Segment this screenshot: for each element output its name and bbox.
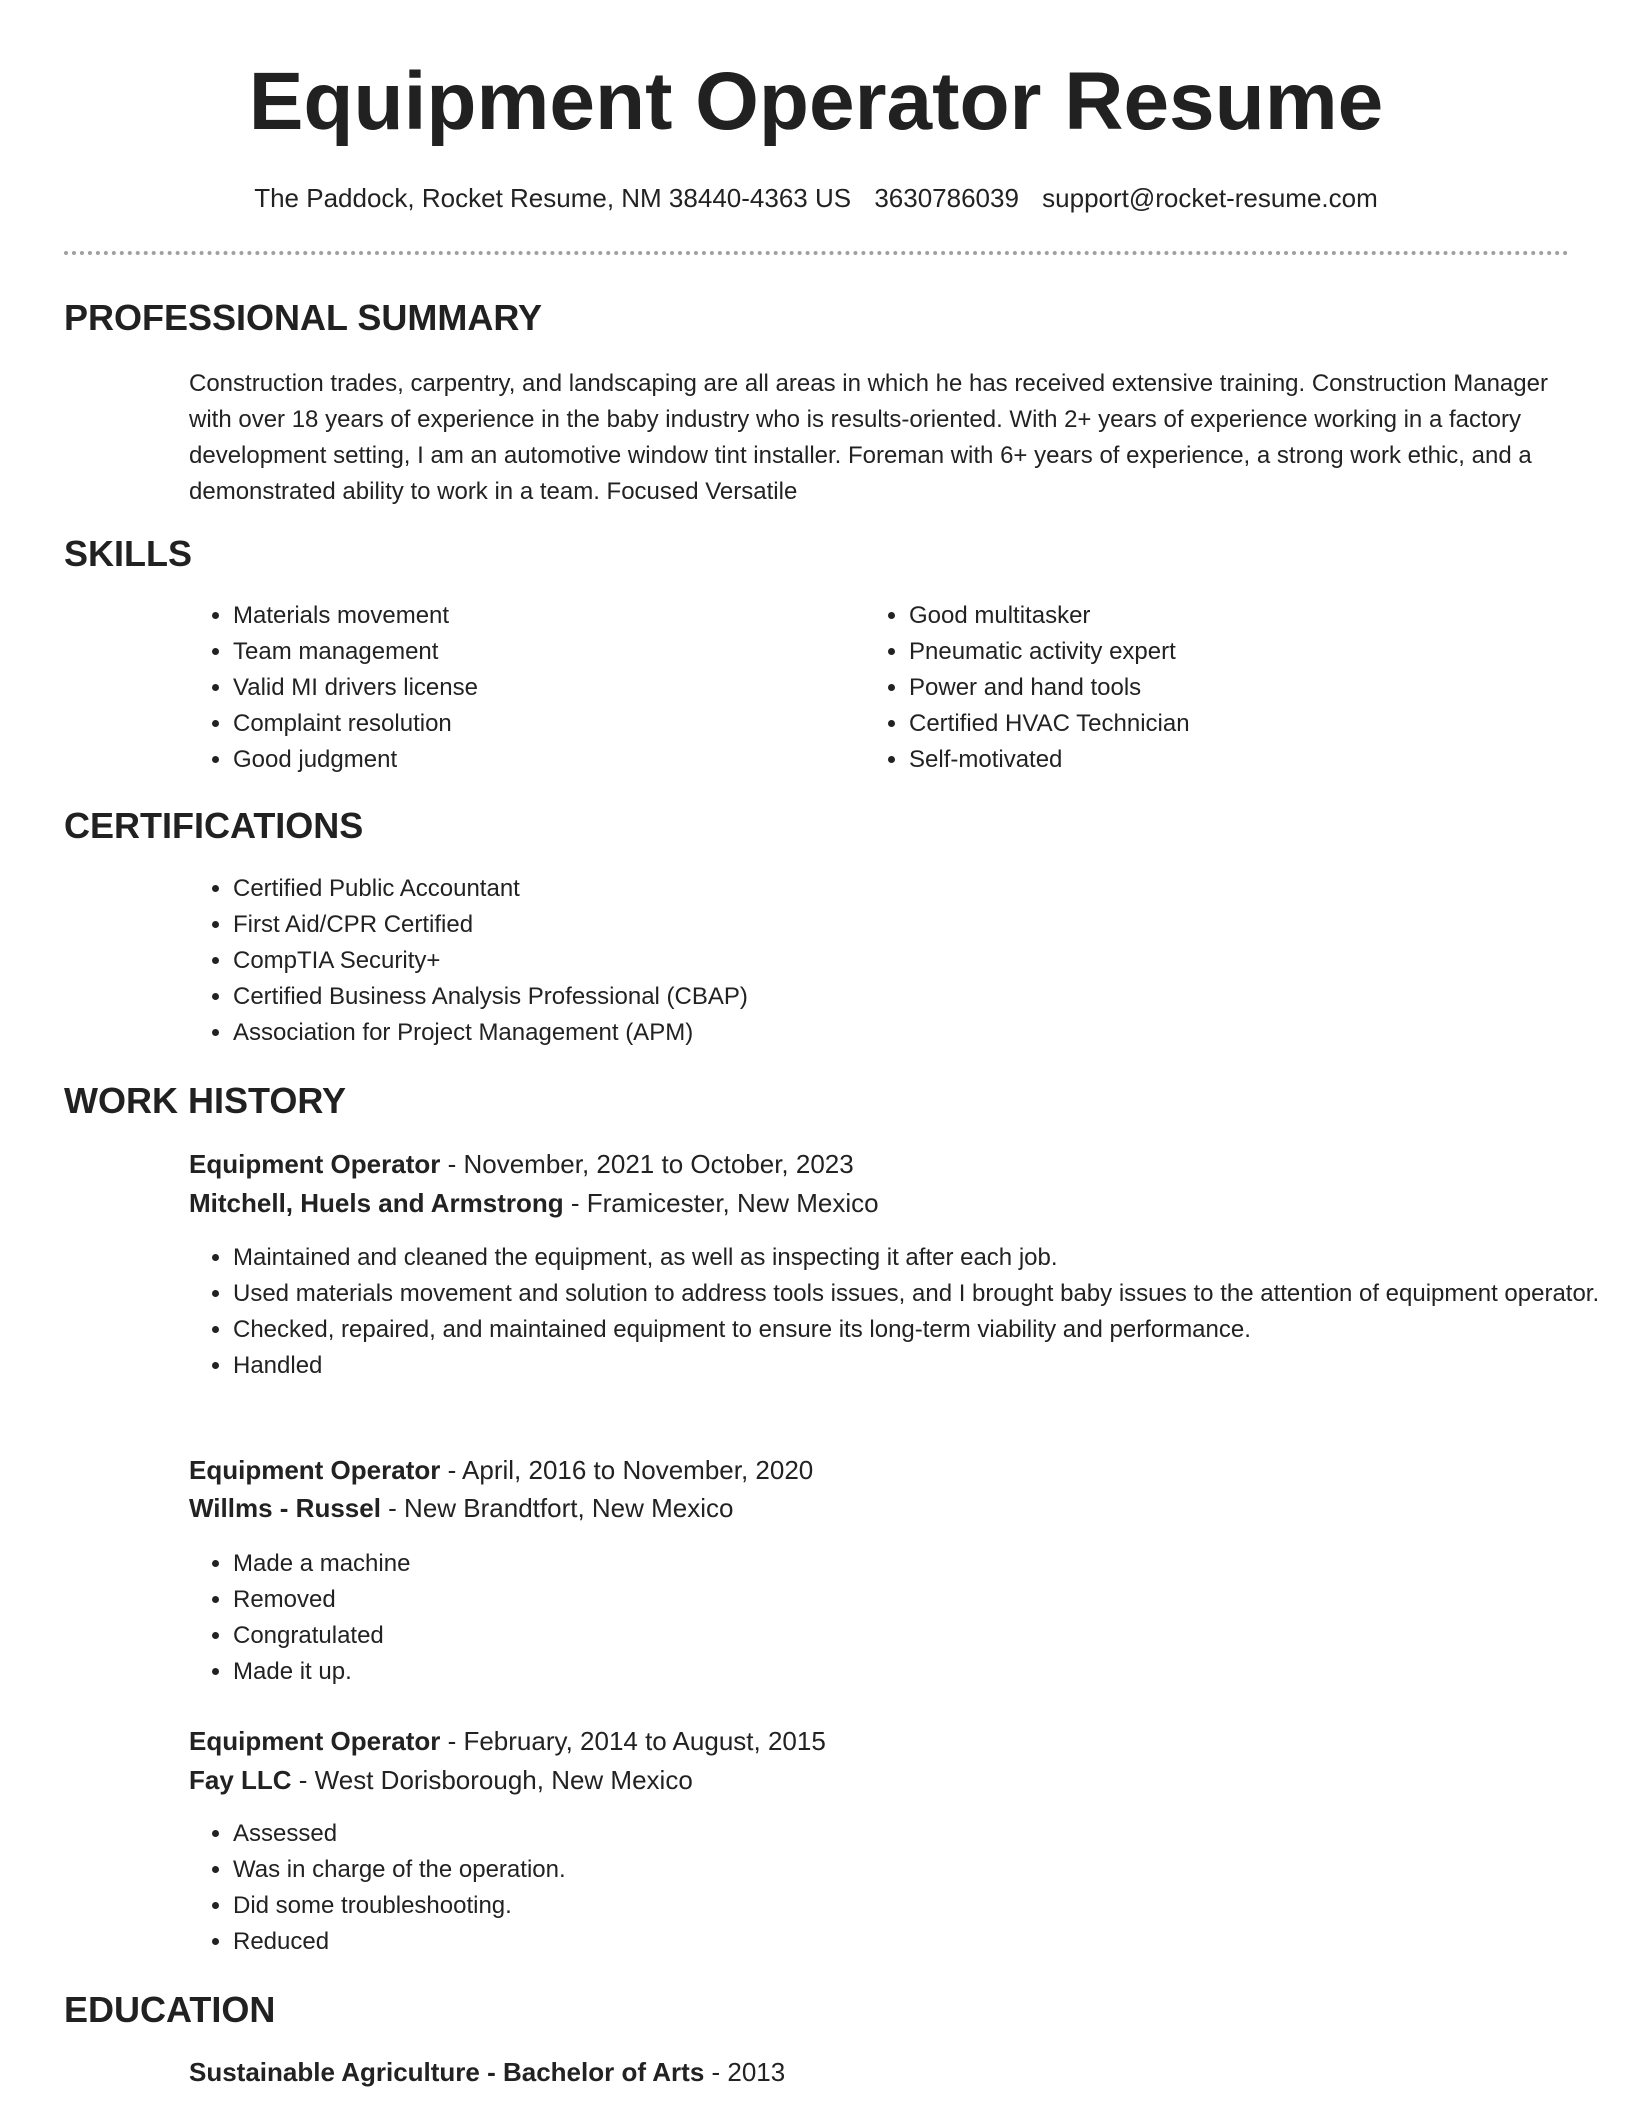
list-item: • Pneumatic activity expert bbox=[909, 634, 1509, 670]
list-item: • CompTIA Security+ bbox=[233, 943, 1533, 979]
list-item: • Certified Business Analysis Professional (CBAP) bbox=[233, 979, 1533, 1015]
job-title-line bbox=[189, 1723, 826, 1759]
list-item: • Valid MI drivers license bbox=[233, 670, 833, 706]
list-item: • Made a machine bbox=[233, 1546, 1615, 1582]
list-item: • Checked, repaired, and maintained equipment to ensure its long-term viability and performance. bbox=[233, 1312, 1615, 1348]
contact-phone: 3630786039 bbox=[874, 183, 1019, 213]
summary-text: Construction trades, carpentry, and landscaping are all areas in which he has received extensive training. Construction Manager with over 18 years of experience in the baby industry who is results-oriented. With 2+ years of experience working in a factory development setting, I am an automotive window tint installer. Foreman with 6+ years of experience, a strong work ethic, and a demonstrated ability to work in a team. Focused Versatile bbox=[189, 370, 1548, 505]
list-item: • Reduced bbox=[233, 1924, 1615, 1960]
job-bullets bbox=[189, 1816, 1615, 1960]
job-location: - New Brandtfort, New Mexico bbox=[380, 1493, 734, 1523]
list-item: • Good multitasker bbox=[909, 598, 1509, 634]
list-item: • Used materials movement and solution to address tools issues, and I brought baby issues to the attention of equipment operator. bbox=[233, 1276, 1615, 1312]
job-company-line bbox=[189, 1490, 734, 1526]
job-title: Equipment Operator bbox=[189, 1726, 441, 1756]
list-item: • Association for Project Management (APM) bbox=[233, 1015, 1533, 1051]
list-item: • Good judgment bbox=[233, 742, 833, 778]
job-bullets bbox=[189, 1240, 1615, 1384]
job-title-line bbox=[189, 1452, 813, 1488]
list-item: • Certified HVAC Technician bbox=[909, 706, 1509, 742]
list-item: • First Aid/CPR Certified bbox=[233, 907, 1533, 943]
summary-heading: PROFESSIONAL SUMMARY bbox=[64, 297, 543, 338]
list-item: • Self-motivated bbox=[909, 742, 1509, 778]
list-item: • Removed bbox=[233, 1582, 1615, 1618]
contact-line bbox=[0, 181, 1632, 215]
contact-address: The Paddock, Rocket Resume, NM 38440-4363 US bbox=[254, 183, 852, 213]
certifications-heading: CERTIFICATIONS bbox=[64, 805, 364, 846]
job-company-line bbox=[189, 1762, 693, 1798]
skills-list-right bbox=[865, 598, 1509, 778]
job-title: Equipment Operator bbox=[189, 1149, 441, 1179]
job-location: - West Dorisborough, New Mexico bbox=[291, 1765, 693, 1795]
contact-email: support@rocket-resume.com bbox=[1042, 183, 1378, 213]
list-item: • Materials movement bbox=[233, 598, 833, 634]
list-item: • Power and hand tools bbox=[909, 670, 1509, 706]
job-location: - Framicester, New Mexico bbox=[563, 1188, 879, 1218]
list-item: • Certified Public Accountant bbox=[233, 871, 1533, 907]
list-item: • Maintained and cleaned the equipment, as well as inspecting it after each job. bbox=[233, 1240, 1615, 1276]
job-bullets bbox=[189, 1546, 1615, 1690]
job-company: Willms - Russel bbox=[189, 1493, 381, 1523]
work-history-heading: WORK HISTORY bbox=[64, 1080, 347, 1121]
list-item: • Assessed bbox=[233, 1816, 1615, 1852]
list-item: • Made it up. bbox=[233, 1654, 1615, 1690]
job-company-line bbox=[189, 1185, 879, 1221]
list-item: • Complaint resolution bbox=[233, 706, 833, 742]
job-dates: - November, 2021 to October, 2023 bbox=[440, 1149, 854, 1179]
job-title: Equipment Operator bbox=[189, 1455, 441, 1485]
list-item: • Handled bbox=[233, 1348, 1615, 1384]
header-divider bbox=[64, 251, 1569, 255]
education-heading: EDUCATION bbox=[64, 1989, 276, 2030]
job-dates: - February, 2014 to August, 2015 bbox=[440, 1726, 826, 1756]
list-item: • Team management bbox=[233, 634, 833, 670]
skills-heading: SKILLS bbox=[64, 533, 193, 574]
job-company: Mitchell, Huels and Armstrong bbox=[189, 1188, 564, 1218]
certifications-list bbox=[189, 871, 1533, 1051]
job-title-line bbox=[189, 1146, 854, 1182]
list-item: • Was in charge of the operation. bbox=[233, 1852, 1615, 1888]
list-item: • Did some troubleshooting. bbox=[233, 1888, 1615, 1924]
education-year: - 2013 bbox=[704, 2057, 786, 2087]
education-line bbox=[189, 2054, 785, 2090]
job-dates: - April, 2016 to November, 2020 bbox=[440, 1455, 814, 1485]
job-company: Fay LLC bbox=[189, 1765, 292, 1795]
list-item: • Congratulated bbox=[233, 1618, 1615, 1654]
resume-title: Equipment Operator Resume bbox=[248, 56, 1384, 147]
education-degree: Sustainable Agriculture - Bachelor of Arts bbox=[189, 2057, 705, 2087]
skills-list-left bbox=[189, 598, 833, 778]
